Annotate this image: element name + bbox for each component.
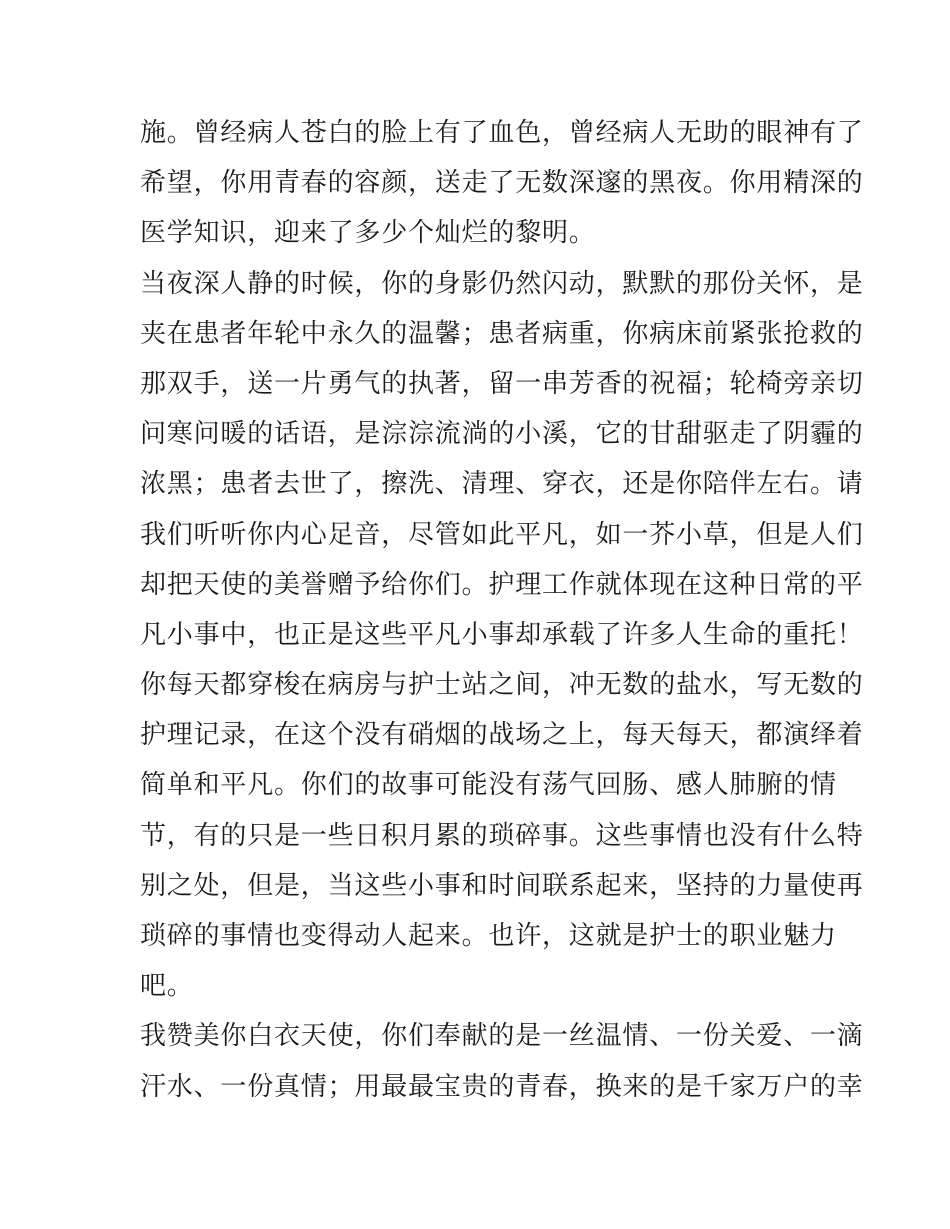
text-line: 当夜深人静的时候，你的身影仍然闪动，默默的那份关怀，是 xyxy=(140,268,864,299)
text-line: 别之处，但是，当这些小事和时间联系起来，坚持的力量使再 xyxy=(140,870,864,901)
text-line: 医学知识，迎来了多少个灿烂的黎明。 xyxy=(140,218,596,249)
document-body xyxy=(140,108,864,1112)
text-line: 你每天都穿梭在病房与护士站之间，冲无数的盐水，写无数的 xyxy=(140,670,864,701)
text-line: 护理记录，在这个没有硝烟的战场之上，每天每天，都演绎着 xyxy=(140,720,864,751)
text-line: 我们听听你内心足音，尽管如此平凡，如一芥小草，但是人们 xyxy=(140,519,864,550)
text-line: 汗水、一份真情；用最最宝贵的青春，换来的是千家万户的幸 xyxy=(140,1071,864,1102)
text-line: 却把天使的美誉赠予给你们。护理工作就体现在这种日常的平 xyxy=(140,569,864,600)
text-line: 简单和平凡。你们的故事可能没有荡气回肠、感人肺腑的情 xyxy=(140,770,837,801)
text-line: 夹在患者年轮中永久的温馨；患者病重，你病床前紧张抢救的 xyxy=(140,318,864,349)
text-line: 问寒问暖的话语，是淙淙流淌的小溪，它的甘甜驱走了阴霾的 xyxy=(140,419,864,450)
text-line: 我赞美你白衣天使，你们奉献的是一丝温情、一份关爱、一滴 xyxy=(140,1021,864,1052)
text-line: 吧。 xyxy=(140,971,194,1002)
text-line: 凡小事中，也正是这些平凡小事却承载了许多人生命的重托！ xyxy=(140,619,864,650)
text-line: 浓黑；患者去世了，擦洗、清理、穿衣，还是你陪伴左右。请 xyxy=(140,469,864,500)
text-line: 琐碎的事情也变得动人起来。也许，这就是护士的职业魅力 xyxy=(140,921,837,951)
text-line: 希望，你用青春的容颜，送走了无数深邃的黑夜。你用精深的 xyxy=(140,168,864,199)
text-line: 施。曾经病人苍白的脸上有了血色，曾经病人无助的眼神有了 xyxy=(140,118,864,148)
text-line: 节，有的只是一些日积月累的琐碎事。这些事情也没有什么特 xyxy=(140,820,864,851)
text-line: 那双手，送一片勇气的执著，留一串芳香的祝福；轮椅旁亲切 xyxy=(140,368,864,399)
